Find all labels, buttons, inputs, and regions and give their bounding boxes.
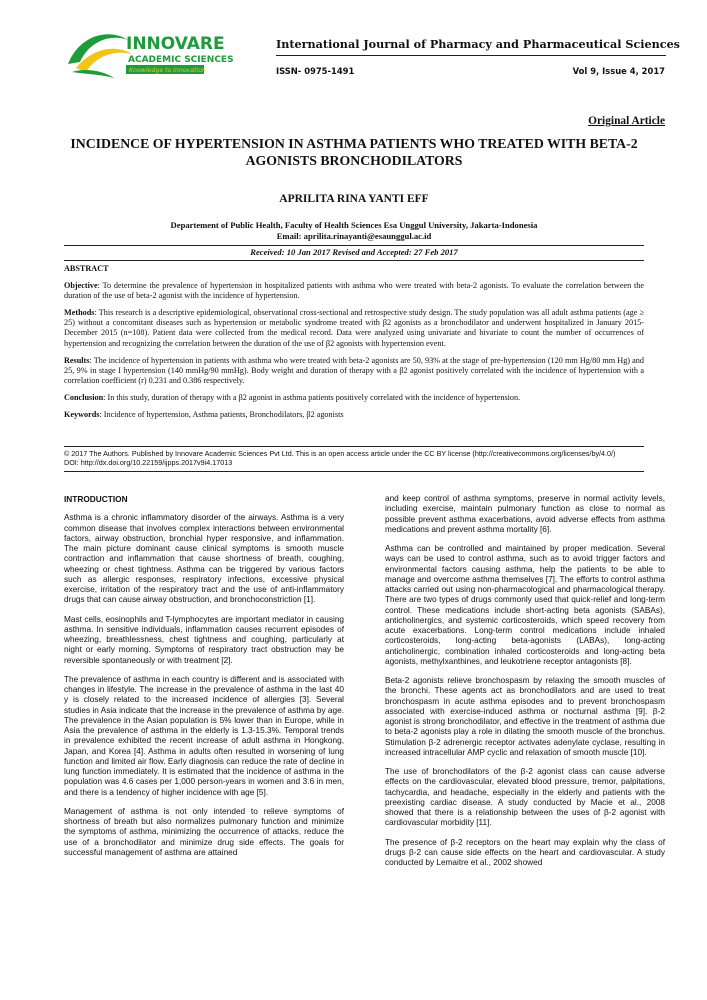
- journal-title: International Journal of Pharmacy and Pharmaceutical Sciences: [276, 37, 680, 51]
- body-column-right: [385, 494, 665, 877]
- objective-label: Objective: [64, 281, 98, 291]
- abstract-heading: ABSTRACT: [64, 264, 109, 273]
- paragraph: Mast cells, eosinophils and T-lymphocytes are important mediator in causing asthma. In sensitive individuals, inflammation causes recurrent episodes of wheezing, breathlessness, chest tightness and coughing, particularly at night or early morning. Symptoms of respiratory tract obstruction may be reversible spontaneously or with treatment [2].: [64, 614, 344, 665]
- keywords-label: Keywords: [64, 410, 100, 420]
- paragraph: and keep control of asthma symptoms, preserve in normal activity levels, including exercise, maintain pulmonary function as close to normal as possible prevent asthma exacerbations, avoid adverse effects from asthma medications and prevent asthma mortality [6].: [385, 494, 665, 534]
- introduction-heading: INTRODUCTION: [64, 494, 128, 504]
- paragraph: The presence of β-2 receptors on the heart may explain why the class of drugs β-2 can cause side effects on the heart and cardiovascular. A study conducted by Lemaitre et al., 2002 showed: [385, 837, 665, 867]
- conclusion-label: Conclusion: [64, 392, 104, 402]
- methods-label: Methods: [64, 308, 95, 318]
- logo-sub-text: ACADEMIC SCIENCES: [128, 55, 234, 65]
- methods-text: : This research is a descriptive epidemiological, observational cross-sectional and retrospective study design. The study population was all adult asthma patients (age ≥ 25) without a concomitant diseases such as hypertension or metabolic syndrome treated with β2 agonists as a bronchodilator and underwent hospitalized in January 2015-December 2015 (n=108). Patient data were collected from the medical record. Data were analyzed using univariate and bivariate to count the number of occurrences of hypertension and recognizing the correlation between the duration of the use of β2 agonists with hypertension event.: [64, 308, 644, 348]
- abstract-methods: [64, 308, 644, 348]
- conclusion-text: : In this study, duration of therapy with a β2 agonist in asthma patients positively correlated with the incidence of hypertension.: [103, 392, 521, 402]
- paragraph: Beta-2 agonists relieve bronchospasm by relaxing the smooth muscles of the bronchi. These agents act as bronchodilators and are used to treat bronchospasm in acute asthma episodes and to prevent bronchospasm associated with exercise-induced asthma or nocturnal asthma [9]. β-2 agonist is strong bronchodilator, and effective in the treatment of asthma due to beta-2 agonists play a role in dilating the smooth muscle of the bronchus. Stimulation β-2 adrenergic receptor activates adenylate cyclase, resulting in increased intracellular AMP cyclic and relaxation of smooth muscle [10].: [385, 676, 665, 757]
- affiliation: Departement of Public Health, Faculty of Health Sciences Esa Unggul University, Jakarta-Indonesia: [170, 220, 538, 230]
- header-divider: [276, 55, 666, 56]
- license-block: [64, 449, 644, 468]
- paragraph: Asthma can be controlled and maintained by proper medication. Several ways can be used to control asthma, such as to avoid trigger factors and environmental factors causing asthma, help the patients to be able to manage and overcome asthma themselves [7]. The efforts to control asthma attacks carried out using non-pharmacological and pharmacological therapy. There are two types of drugs commonly used that quick-relief and long-term control. These medications include short-acting beta agonists (SABAs), anticholinergics, and systemic corticosteroids, which speed recovery from acute exacerbations. Long-term control medications include inhaled corticosteroids, long-acting beta-agonists (LABAs), long-acting anticholinergic, combination inhaled corticosteroids and long-acting beta agonists, methylxanthines, and leukotriene receptor antagonists [8].: [385, 544, 665, 666]
- license-bottom-rule: [64, 471, 644, 472]
- doi-link[interactable]: DOI: http://dx.doi.org/10.22159/ijpps.2017v9i4.17013: [64, 458, 233, 468]
- author-name: APRILITA RINA YANTI EFF: [279, 193, 429, 205]
- keywords-text: : Incidence of hypertension, Asthma patients, Bronchodilators, β2 agonists: [99, 410, 344, 420]
- logo-tagline: Knowledge to Innovation: [129, 67, 206, 74]
- issn: ISSN- 0975-1491: [276, 66, 355, 76]
- results-label: Results: [64, 355, 90, 365]
- affiliation-block: [64, 220, 644, 242]
- innovare-logo: [62, 24, 234, 82]
- logo-main-text: INNOVARE: [126, 34, 225, 54]
- body-column-left: [64, 494, 344, 867]
- author-email: Email: aprilita.rinayanti@esaunggul.ac.id: [276, 231, 432, 241]
- paragraph: Asthma is a chronic inflammatory disorder of the airways. Asthma is a very common disease that involves complex interactions between environmental factors, airway obstruction, bronchial hyper responsive, and inflammation. The main picture dominant cause clinical symptoms is smooth muscle contraction and inflammation that cause shortness of breath, coughing, wheezing or chest tightness. Asthma can be triggered by various factors such as allergic responses, respiratory infections, excessive physical exercise, irritation of the respiratory tract and the use of anti-inflammatory drugs that can cause airway obstruction, and bronchoconstriction [1].: [64, 513, 344, 605]
- abstract-conclusion: [64, 393, 644, 403]
- article-type: Original Article: [588, 115, 665, 127]
- paragraph: The prevalence of asthma in each country is different and is associated with changes in lifestyle. The increase in the prevalence of asthma in the last 40 y is closely related to the increased incidence of allergies [3]. Several studies in Asia indicate that the increase in the prevalence of asthma by age. The prevalence in the Asian population is 5% lower than in Europe, while in Asia the prevalence of asthma in the elderly is 1.3-15.3%. Temporal trends in prevalence exhibited the recent increase of adult asthma in Hongkong, Japan, and Korea [4]. Asthma in adults often resulted in worsening of lung function and limited air flow. Early diagnosis can reduce the rate of decline in lung function immediately. It is estimated that the incidence of asthma in the population was 4.6 cases per 1,000 person-years in women and 3.6 in men, and there is a tendency of higher incidence with age [5].: [64, 674, 344, 797]
- abstract-top-rule: [64, 260, 644, 261]
- received-top-rule: [64, 245, 644, 246]
- volume-issue: Vol 9, Issue 4, 2017: [572, 66, 665, 76]
- objective-text: : To determine the prevalence of hypertension in hospitalized patients with asthma who were treated with beta-2 agonists. To evaluate the correlation between the duration of the use of beta-2 agonist with the incidence of hypertension.: [64, 281, 644, 301]
- abstract-keywords: [64, 410, 644, 420]
- abstract-results: [64, 356, 644, 386]
- article-title: INCIDENCE OF HYPERTENSION IN ASTHMA PATIENTS WHO TREATED WITH BETA-2 AGONISTS BRONCHODILATORS: [70, 136, 638, 168]
- abstract-objective: [64, 281, 644, 301]
- results-text: : The incidence of hypertension in patients with asthma who were treated with beta-2 agonists are 50, 93% at the stage of pre-hypertension (120 mm Hg/80 mm Hg) and 25, 9% in stage I hypertension (140 mmHg/90 mmHg). Body weight and duration of therapy with a β2 agonist positively correlated with the incidence of hypertension with a correlation coefficient (r) 0.231 and 0.386 respectively.: [64, 355, 644, 385]
- abstract: [64, 264, 644, 427]
- received-dates: Received: 10 Jan 2017 Revised and Accepted: 27 Feb 2017: [250, 247, 458, 257]
- abstract-bottom-rule: [64, 446, 644, 447]
- license-text: © 2017 The Authors. Published by Innovare Academic Sciences Pvt Ltd. This is an open access article under the CC BY license (http://creativecommons.org/licenses/by/4.0/): [64, 449, 616, 458]
- paragraph: The use of bronchodilators of the β-2 agonist class can cause adverse effects on the cardiovascular, elevated blood pressure, tremor, palpitations, tachycardia, and headache, especially in the elderly and patients with the preexisting cardiac disease. A study conducted by Macie et al., 2008 showed that there is a relationship between the uses of β-2 agonist with cardiovascular morbidity [11].: [385, 767, 665, 828]
- paragraph: Management of asthma is not only intended to relieve symptoms of shortness of breath but also normalizes pulmonary function and minimize the symptoms of asthma, minimizing the occurrence of attacks, reduce the use of a bronchodilator and minimize drug side effects. The goals for successful management of asthma are attained: [64, 806, 344, 857]
